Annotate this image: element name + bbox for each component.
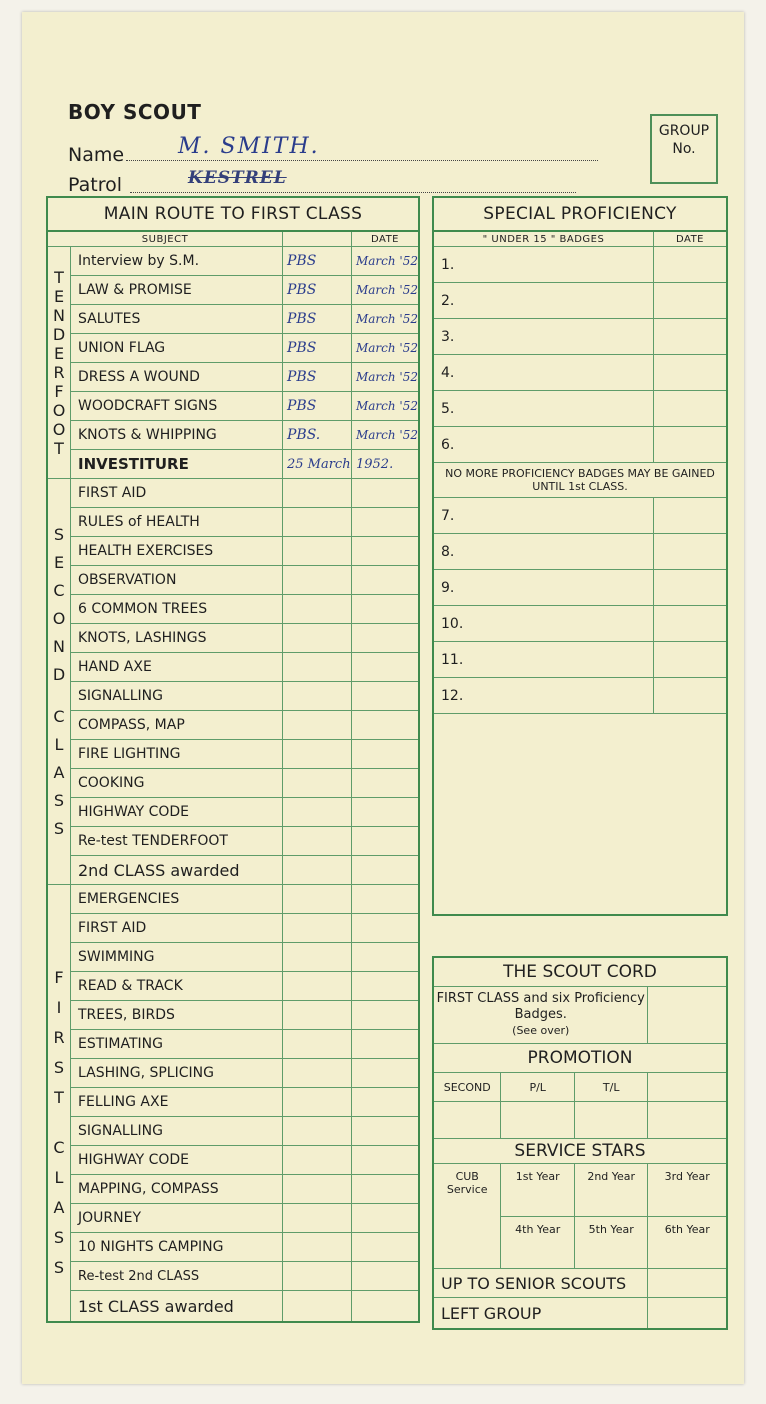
signature-cell: PBS [282,334,351,363]
first-class-side-label: F I R S T C L A S S [47,885,71,1323]
scout-cord-title: THE SCOUT CORD [433,957,727,987]
blank-area [433,714,727,916]
table-row [47,1117,419,1146]
main-route-table [46,196,420,1323]
subject-cell: COOKING [71,769,283,798]
table-row [47,798,419,827]
subject-cell: 6 COMMON TREES [71,595,283,624]
badge-number: 3. [433,319,654,355]
table-row [47,914,419,943]
investiture-row [47,450,419,479]
subject-cell: SIGNALLING [71,1117,283,1146]
table-row [47,1030,419,1059]
table-row [47,276,419,305]
signature-cell: PBS [282,305,351,334]
subject-cell: FIRST AID [71,479,283,508]
table-row [47,653,419,682]
signature-header [282,231,351,247]
promotion-title: PROMOTION [433,1044,727,1073]
table-row [47,769,419,798]
date-cell: March '52 [351,334,419,363]
table-row [433,606,727,642]
patrol-label: Patrol [68,174,122,196]
date-cell: March '52 [351,276,419,305]
scout-cord-cell [433,987,648,1044]
table-row [47,711,419,740]
service-year: 6th Year [648,1216,727,1269]
subject-cell: MAPPING, COMPASS [71,1175,283,1204]
table-row [47,1204,419,1233]
first-class-awarded-row [47,1291,419,1323]
table-row [47,885,419,914]
table-row [433,498,727,534]
table-row [433,283,727,319]
signature-cell: PBS [282,363,351,392]
see-over: (See over) [512,1024,570,1037]
date-cell: March '52 [351,363,419,392]
subject-header: SUBJECT [47,231,282,247]
subject-cell: RULES of HEALTH [71,508,283,537]
table-row [433,642,727,678]
table-row [433,391,727,427]
subject-cell: SWIMMING [71,943,283,972]
cub-service: CUB Service [433,1164,501,1269]
badge-number: 10. [433,606,654,642]
subject-cell: SIGNALLING [71,682,283,711]
table-row [47,1001,419,1030]
second-class-awarded: 2nd CLASS awarded [71,856,283,885]
proficiency-date-header: DATE [654,231,728,247]
table-row [47,334,419,363]
subject-cell: TREES, BIRDS [71,1001,283,1030]
subject-cell: Re-test TENDERFOOT [71,827,283,856]
table-row [47,1088,419,1117]
second-class-awarded-row [47,856,419,885]
investiture-year: 1952. [351,450,419,479]
table-row [433,678,727,714]
name-value: M. SMITH. [178,134,320,159]
subject-cell: SALUTES [71,305,283,334]
tenderfoot-side-label: T E N D E R F O O T [47,247,71,479]
subject-cell: FELLING AXE [71,1088,283,1117]
badge-number: 5. [433,391,654,427]
table-row [47,682,419,711]
subject-cell: OBSERVATION [71,566,283,595]
up-to-senior-scouts: UP TO SENIOR SCOUTS [433,1269,648,1298]
table-row [47,479,419,508]
badge-number: 11. [433,642,654,678]
subject-cell: WOODCRAFT SIGNS [71,392,283,421]
table-row [47,247,419,276]
second-class-side-label: S E C O N D C L A S S [47,479,71,885]
subject-cell: READ & TRACK [71,972,283,1001]
table-row [47,1233,419,1262]
subject-cell: JOURNEY [71,1204,283,1233]
subject-cell: HIGHWAY CODE [71,798,283,827]
table-row [47,508,419,537]
table-row [433,355,727,391]
table-row [47,624,419,653]
table-row [47,1175,419,1204]
patrol-line [130,192,576,193]
service-year: 5th Year [574,1216,648,1269]
left-group: LEFT GROUP [433,1298,648,1330]
service-year: 3rd Year [648,1164,727,1217]
date-cell: March '52 [351,247,419,276]
badge-number: 9. [433,570,654,606]
group-label: GROUP [658,123,710,139]
special-proficiency-title: SPECIAL PROFICIENCY [433,197,727,231]
badge-number: 1. [433,247,654,283]
subject-cell: 10 NIGHTS CAMPING [71,1233,283,1262]
table-row [433,319,727,355]
badge-number: 6. [433,427,654,463]
service-stars-title: SERVICE STARS [433,1139,727,1164]
subject-cell: KNOTS, LASHINGS [71,624,283,653]
signature-cell: PBS [282,392,351,421]
table-row [47,537,419,566]
table-row [47,740,419,769]
promotion-second: SECOND [433,1073,501,1102]
proficiency-note: NO MORE PROFICIENCY BADGES MAY BE GAINED UNTIL 1st CLASS. [433,463,727,498]
subject-cell: LASHING, SPLICING [71,1059,283,1088]
date-cell: March '52 [351,421,419,450]
subject-cell: EMERGENCIES [71,885,283,914]
table-row [47,972,419,1001]
date-cell: March '52 [351,305,419,334]
badge-number: 12. [433,678,654,714]
investiture-day: 25 March [282,450,351,479]
table-row [47,392,419,421]
table-row [47,1262,419,1291]
subject-cell: ESTIMATING [71,1030,283,1059]
table-row [47,421,419,450]
signature-cell: PBS [282,276,351,305]
group-no-label: No. [672,141,696,157]
table-row [47,566,419,595]
table-row [47,305,419,334]
date-header: DATE [351,231,419,247]
subject-cell: HIGHWAY CODE [71,1146,283,1175]
signature-cell: PBS [282,247,351,276]
name-line [126,160,598,161]
investiture-label: INVESTITURE [71,450,283,479]
promotion-pl: P/L [501,1073,575,1102]
badge-number: 7. [433,498,654,534]
subject-cell: FIRE LIGHTING [71,740,283,769]
badge-number: 4. [433,355,654,391]
table-row [47,1059,419,1088]
card-title: BOY SCOUT [68,100,202,124]
table-row [433,570,727,606]
table-row [47,363,419,392]
table-row [433,427,727,463]
patrol-value: KESTREL [188,168,287,188]
group-number-box [650,114,718,184]
subject-cell: COMPASS, MAP [71,711,283,740]
signature-cell: PBS. [282,421,351,450]
subject-cell: UNION FLAG [71,334,283,363]
table-row [47,943,419,972]
name-label: Name [68,144,125,166]
subject-cell: LAW & PROMISE [71,276,283,305]
table-row [47,595,419,624]
subject-cell: HAND AXE [71,653,283,682]
under-15-header: " UNDER 15 " BADGES [433,231,654,247]
badge-number: 8. [433,534,654,570]
service-year: 4th Year [501,1216,575,1269]
promotion-tl: T/L [574,1073,648,1102]
subject-cell: HEALTH EXERCISES [71,537,283,566]
first-class-awarded: 1st CLASS awarded [71,1291,283,1323]
scout-cord-text: FIRST CLASS and six Proficiency Badges. [436,991,645,1022]
subject-cell: Interview by S.M. [71,247,283,276]
table-row [47,1146,419,1175]
table-row [47,827,419,856]
subject-cell: DRESS A WOUND [71,363,283,392]
table-row [433,534,727,570]
special-proficiency-table [432,196,728,916]
subject-cell: KNOTS & WHIPPING [71,421,283,450]
main-route-title: MAIN ROUTE TO FIRST CLASS [47,197,419,231]
awards-table [432,956,728,1330]
service-year: 2nd Year [574,1164,648,1217]
subject-cell: FIRST AID [71,914,283,943]
table-row [433,247,727,283]
subject-cell: Re-test 2nd CLASS [71,1262,283,1291]
service-year: 1st Year [501,1164,575,1217]
badge-number: 2. [433,283,654,319]
date-cell: March '52 [351,392,419,421]
